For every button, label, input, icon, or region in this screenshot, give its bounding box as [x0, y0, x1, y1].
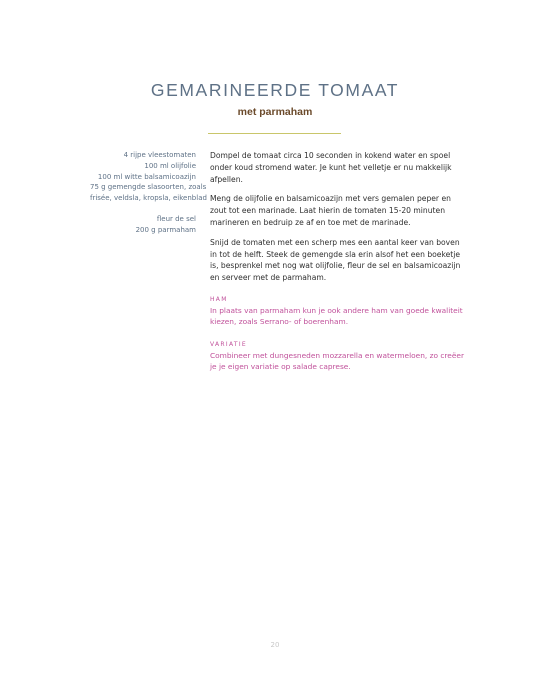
title-divider — [208, 133, 341, 134]
recipe-title: GEMARINEERDE TOMAAT — [150, 80, 400, 100]
ingredient-list — [90, 150, 207, 236]
note-ham-heading: HAM — [210, 296, 228, 303]
ingredient-item: 100 ml olijfolie — [144, 161, 196, 170]
method-text — [210, 150, 468, 292]
note-variatie-text: Combineer met dungesneden mozzarella en watermeloen, zo creëer je je eigen variatie op salade caprese. — [210, 351, 464, 372]
recipe-subtitle: met parmaham — [237, 106, 313, 118]
ingredient-item: frisée, veldsla, kropsla, eikenblad — [90, 194, 207, 203]
note-ham-text: In plaats van parmaham kun je ook andere ham van goede kwaliteit kiezen, zoals Serrano- of boerenham. — [210, 306, 463, 327]
ingredient-item: fleur de sel — [156, 214, 196, 223]
ingredient-item: 200 g parmaham — [135, 225, 196, 234]
note-variatie-heading: VARIATIE — [210, 341, 248, 348]
ingredient-item: 100 ml witte balsamicoazijn — [97, 172, 196, 181]
method-step: Meng de olijfolie en balsamicoazijn met vers gemalen peper en zout tot een marinade. Laat hierin de tomaten 15-20 minuten marineren en bedruip ze af en toe met de marinade. — [210, 194, 451, 227]
ingredient-item: 4 rijpe vleestomaten — [123, 151, 196, 159]
method-step: Snijd de tomaten met een scherp mes een aantal keer van boven in tot de helft. Steek de gemengde sla erin alsof het een boeketje is, besprenkel met nog wat olijfolie, fleur de sel en balsamicoazijn en serveer met de parmaham. — [210, 237, 461, 283]
ingredient-spacer — [90, 204, 196, 214]
method-step: Dompel de tomaat circa 10 seconden in kokend water en spoel onder koud stromend water. Je kunt het velletje er nu makkelijk afpellen. — [210, 151, 452, 184]
page-number: 20 — [270, 641, 280, 649]
ingredient-item: 75 g gemengde slasoorten, zoals — [90, 183, 207, 192]
